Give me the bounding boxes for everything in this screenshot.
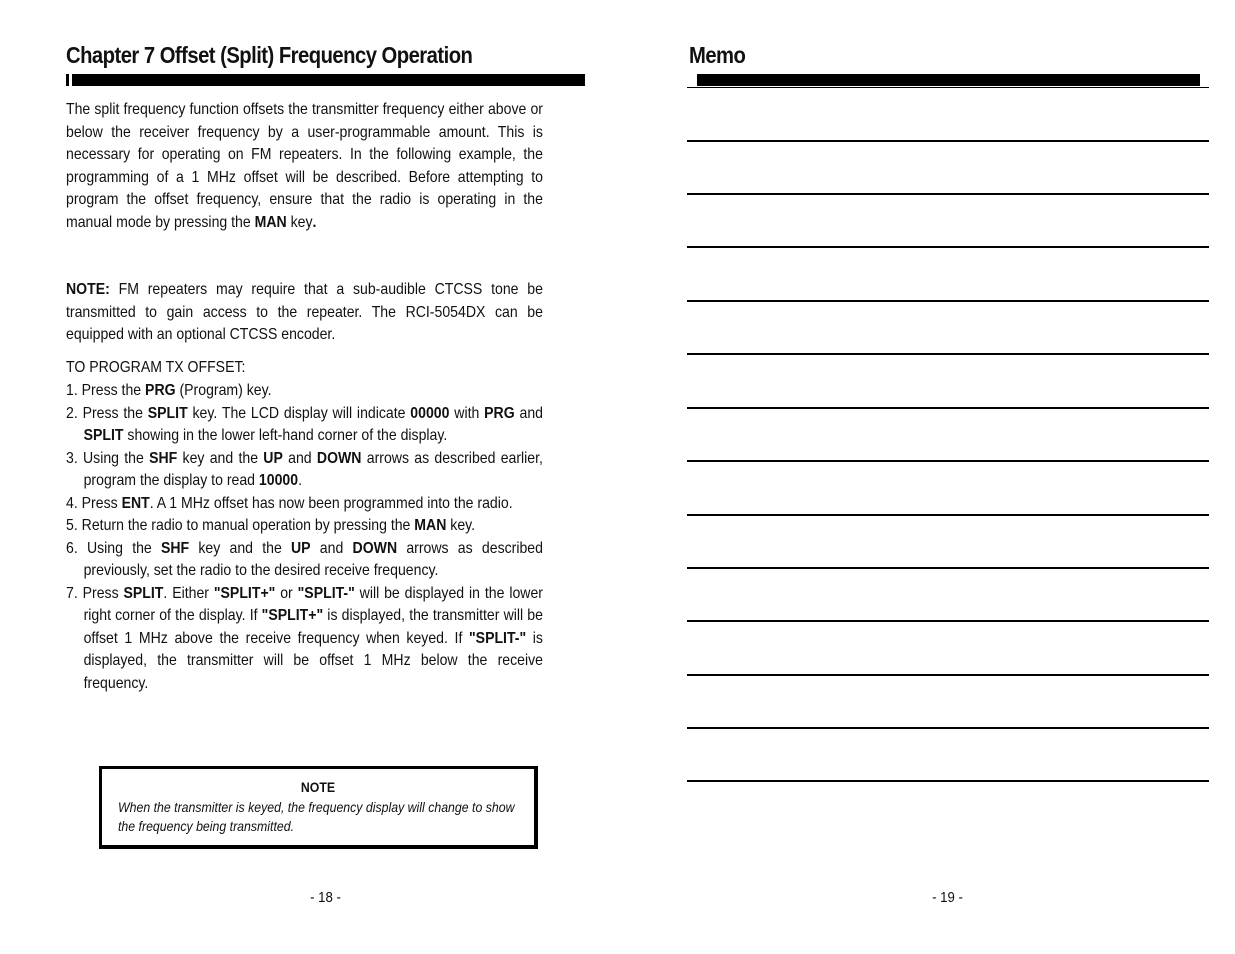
note-box [99,766,538,849]
memo-line [687,140,1209,142]
note-text: FM repeaters may require that a sub-audible CTCSS tone be transmitted to gain access to the repeater. The RCI-5054DX can be equipped with an optional CTCSS encoder. [66,281,543,343]
step-3: 3. Using the SHF key and the UP and DOWN arrows as described earlier, program the display to read 10000. [66,449,543,489]
steps-list [66,380,543,695]
steps-heading: TO PROGRAM TX OFFSET: [66,359,246,376]
title-rule-notch [69,74,72,86]
note-paragraph [66,279,543,347]
memo-title-rule [697,74,1200,86]
memo-line [687,407,1209,409]
note-label: NOTE: [66,281,110,298]
note-box-text: When the transmitter is keyed, the frequency display will change to show the frequency being transmitted. [118,799,515,834]
memo-line [687,674,1209,676]
intro-paragraph [66,99,543,234]
memo-line [687,353,1209,355]
memo-line [687,193,1209,195]
right-page [617,0,1235,954]
step-5: 5. Return the radio to manual operation by pressing the MAN key. [66,517,476,534]
left-page [0,0,617,954]
memo-line [687,246,1209,248]
memo-line [687,514,1209,516]
title-rule [66,74,585,86]
intro-period: . [312,213,317,231]
intro-text: The split frequency function offsets the transmitter frequency either above or below the receiver frequency by a user-programmable amount. This is necessary for operating on FM repeaters. In the following example, the programming of a 1 MHz offset will be described. Before attempting to program the offset frequency, ensure that the radio is operating in the manual mode by pressing the [66,101,543,231]
step-2: 2. Press the SPLIT key. The LCD display will indicate 00000 with PRG and SPLIT showing in the lower left-hand corner of the display. [66,404,543,444]
page-number-right: - 19 - [932,889,963,906]
step-1: 1. Press the PRG (Program) key. [66,382,272,399]
memo-title-underline [687,87,1209,88]
memo-line [687,780,1209,782]
memo-title: Memo [689,42,746,68]
memo-line [687,300,1209,302]
step-6: 6. Using the SHF key and the UP and DOWN arrows as described previously, set the radio to the desired receive frequency. [66,539,543,579]
step-4: 4. Press ENT. A 1 MHz offset has now been programmed into the radio. [66,494,513,512]
memo-line [687,727,1209,729]
memo-line [687,620,1209,622]
step-7: 7. Press SPLIT. Either "SPLIT+" or "SPLIT-" will be displayed in the lower right corner of the display. If "SPLIT+" is displayed, the transmitter will be offset 1 MHz above the receive frequency when keyed. If "SPLIT-" is displayed, the transmitter will be offset 1 MHz below the receive frequency. [66,584,543,692]
chapter-title: Chapter 7 Offset (Split) Frequency Operation [66,42,473,68]
memo-line [687,567,1209,569]
note-box-title: NOTE [300,779,336,795]
page-number-left: - 18 - [310,889,341,906]
intro-text-end: key [286,213,313,231]
memo-line [687,460,1209,462]
intro-key-man: MAN [254,213,287,231]
